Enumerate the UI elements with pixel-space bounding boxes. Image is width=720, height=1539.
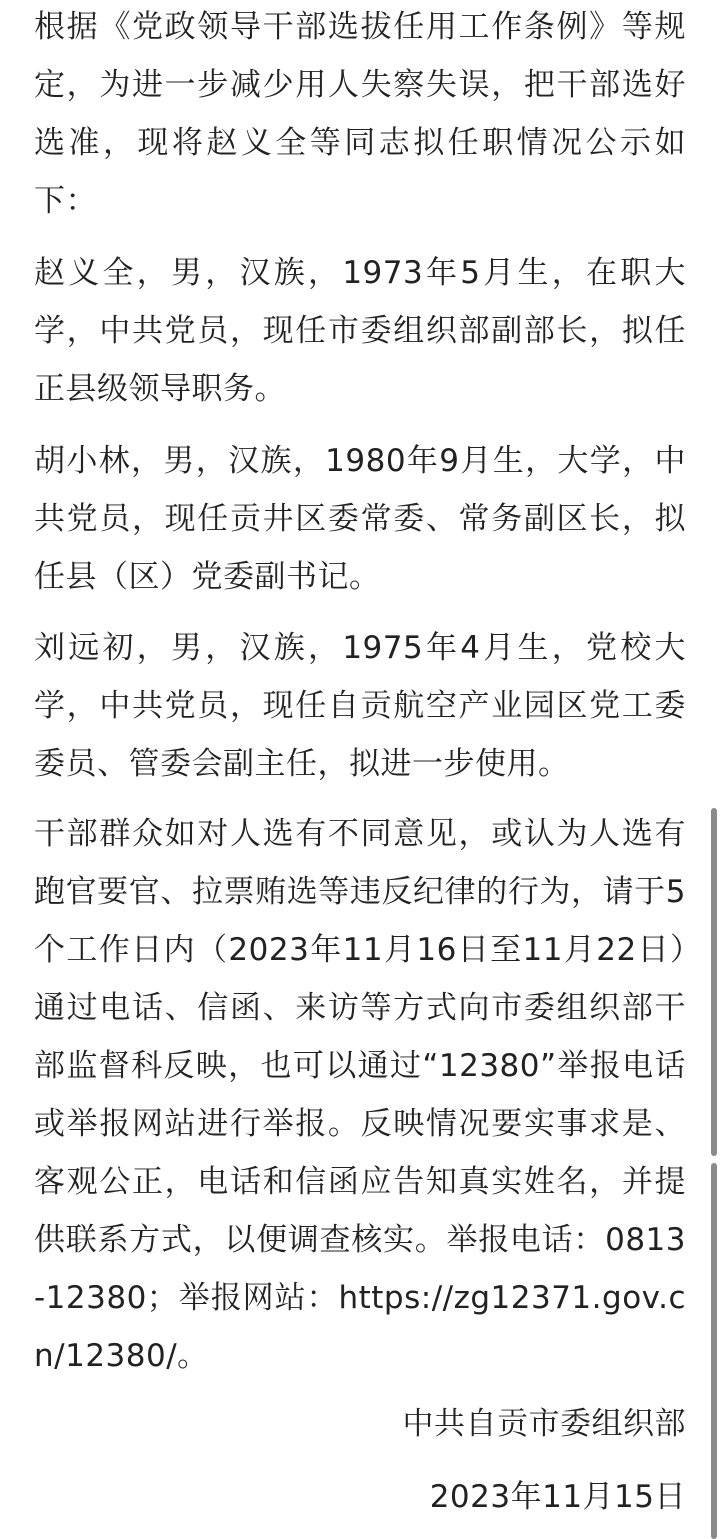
signature-organization: 中共自贡市委组织部 bbox=[402, 1406, 686, 1442]
intro-paragraph: 根据《党政领导干部选拔任用工作条例》等规定，为进一步减少用人失察失误，把干部选好选准，现将赵义全等同志拟任职情况公示如下： bbox=[34, 9, 686, 219]
candidate-paragraph-hu: 胡小林，男，汉族，1980年9月生，大学，中共党员，现任贡井区委常委、常务副区长，拟任县（区）党委副书记。 bbox=[34, 443, 686, 595]
candidate-paragraph-zhao: 赵义全，男，汉族，1973年5月生，在职大学，中共党员，现任市委组织部副部长，拟任正县级领导职务。 bbox=[34, 255, 686, 407]
signature-date: 2023年11月15日 bbox=[429, 1479, 686, 1515]
scrollbar-track-segment[interactable] bbox=[711, 1163, 717, 1539]
candidate-paragraph-liu: 刘远初，男，汉族，1975年4月生，党校大学，中共党员，现任自贡航空产业园区党工委委员、管委会副主任，拟进一步使用。 bbox=[34, 630, 686, 782]
feedback-paragraph: 干部群众如对人选有不同意见，或认为人选有跑官要官、拉票贿选等违反纪律的行为，请于5个工作日内（2023年11月16日至11月22日）通过电话、信函、来访等方式向市委组织部干部监督科反映，也可以通过“12380”举报电话或举报网站进行举报。反映情况要实事求是、客观公正，电话和信函应告知真实姓名，并提供联系方式，以便调查核实。举报电话：0813-12380；举报网站：https://zg12371.gov.cn/12380/。 bbox=[34, 816, 686, 1374]
scrollbar-thumb[interactable] bbox=[711, 808, 717, 1156]
